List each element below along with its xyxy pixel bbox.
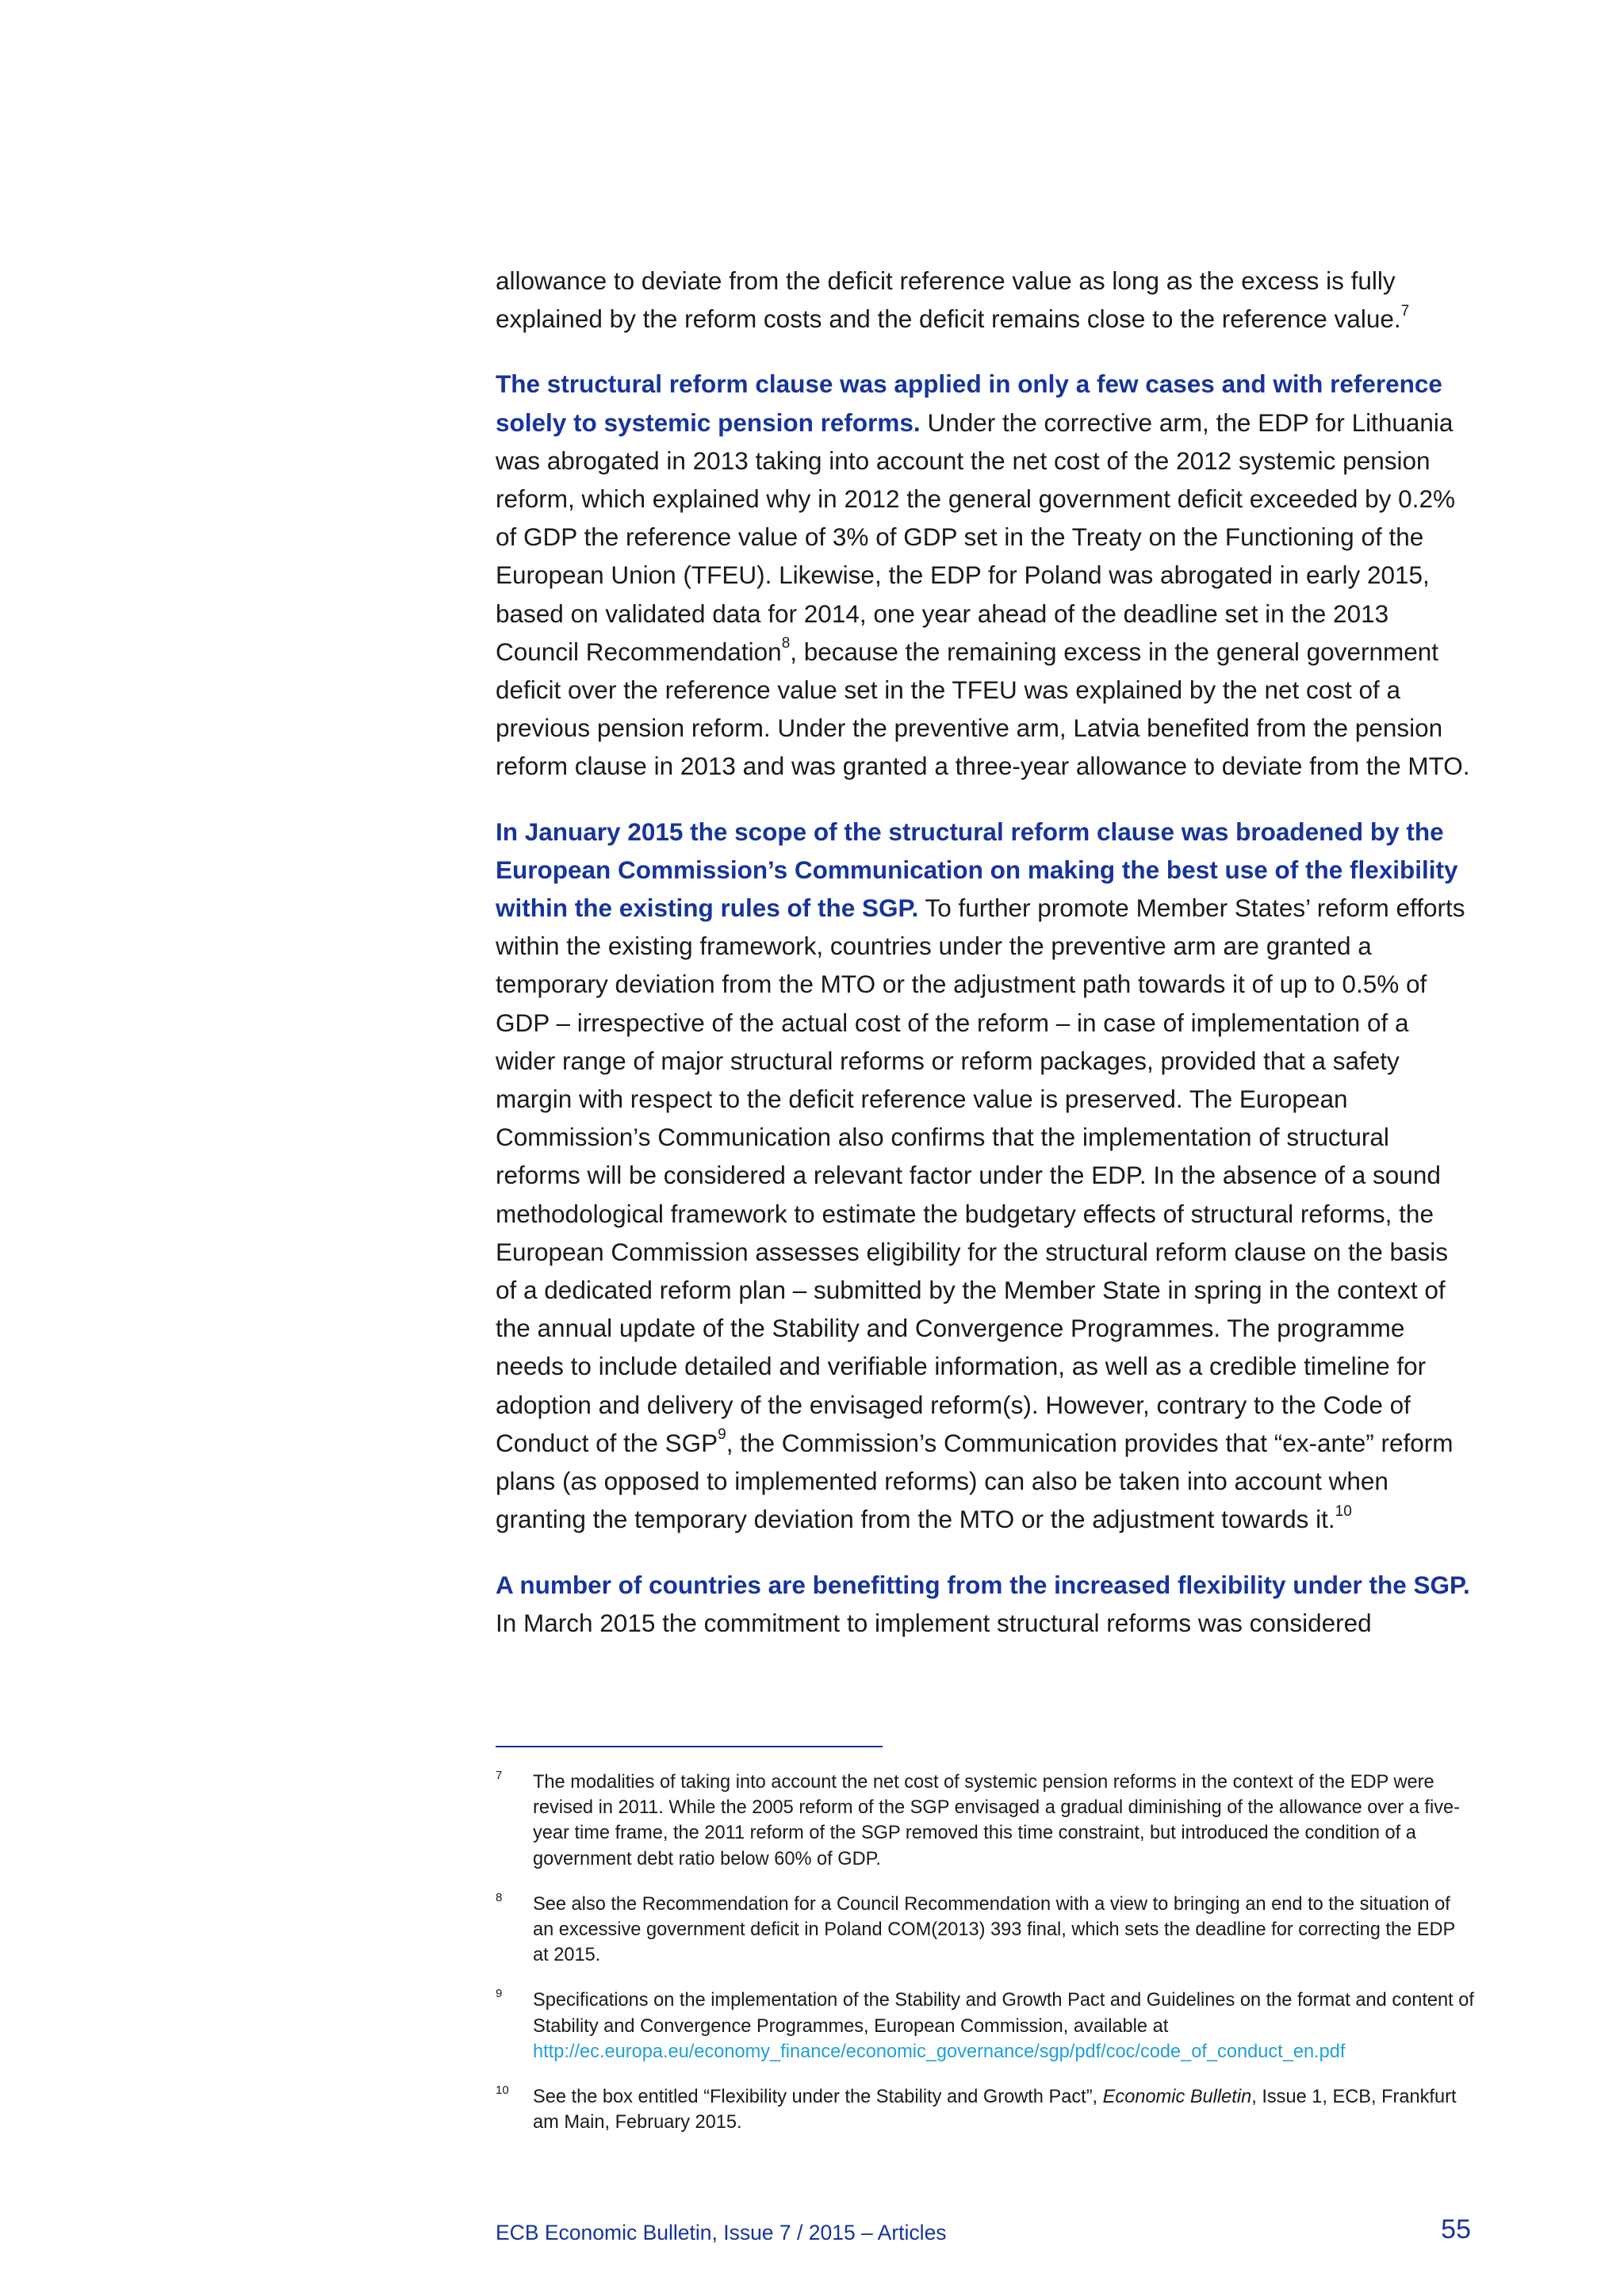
footnote-divider (496, 1746, 883, 1747)
footnote-number: 9 (496, 1987, 503, 2001)
paragraph-text: To further promote Member States’ reform efforts within the existing framework, countries under the preventive arm are granted a temporary deviation from the MTO or the adjustment path towards it of up to 0.5% of GDP – irrespective of the actual cost of the reform – in case of implementation of a wider range of major structural reforms or reform packages, provided that a safety margin with respect to the deficit reference value is preserved. The European Commission’s Communication also confirms that the implementation of structural reforms will be considered a relevant factor under the EDP. In the absence of a sound methodological framework to estimate the budgetary effects of structural reforms, the European Commission assesses eligibility for the structural reform clause on the basis of a dedicated reform plan – submitted by the Member State in spring in the context of the annual update of the Stability and Convergence Programmes. The programme needs to include detailed and verifiable information, as well as a credible timeline for adoption and delivery of the envisaged reform(s). However, contrary to the Code of Conduct of the SGP (496, 894, 1465, 1457)
publication-footer-label: ECB Economic Bulletin, Issue 7 / 2015 – Articles (496, 2221, 947, 2244)
paragraph-pension-reforms (496, 365, 1475, 785)
paragraph-text: , the Commission’s Communication provides that “ex-ante” reform plans (as opposed to implemented reforms) can also be taken into account when granting the temporary deviation from the MTO or the adjustment towards it. (496, 1428, 1454, 1534)
intro-text: allowance to deviate from the deficit reference value as long as the excess is fully explained by the reform costs and the deficit remains close to the reference value. (496, 266, 1401, 334)
paragraph-countries-benefitting (496, 1566, 1475, 1642)
footnote-number: 8 (496, 1890, 503, 1904)
paragraph-lead: The structural reform clause was applied in only a few cases and with reference solely to systemic pension reforms. (496, 369, 1442, 437)
paragraph-text: , because the remaining excess in the general government deficit over the reference value set in the TFEU was explained by the net cost of a previous pension reform. Under the preventive arm, Latvia benefited from the pension reform clause in 2013 and was granted a three-year allowance to deviate from the MTO. (496, 637, 1470, 781)
footnote-8 (496, 1892, 1475, 1969)
footnote-text: Specifications on the implementation of the Stability and Growth Pact and Guidelines on the format and content of Stability and Convergence Programmes, European Commission, available at (533, 1990, 1474, 2037)
paragraph-lead: A number of countries are benefitting from the increased flexibility under the SGP. (496, 1570, 1470, 1599)
footnote-number: 10 (496, 2084, 509, 2098)
footnote-ref-8[interactable]: 8 (781, 635, 791, 652)
page-footer (496, 2214, 1471, 2250)
footnote-7 (496, 1770, 1475, 1872)
article-body (496, 262, 1475, 1669)
footnote-text: See also the Recommendation for a Council Recommendation with a view to bringing an end to the situation of an excessive government deficit in Poland COM(2013) 393 final, which sets the deadline for correcting the EDP at 2015. (533, 1893, 1455, 1966)
footnote-ref-9[interactable]: 9 (718, 1426, 726, 1444)
footnote-9 (496, 1988, 1475, 2064)
code-of-conduct-link[interactable]: http://ec.europa.eu/economy_finance/economic_governance/sgp/pdf/coc/code_of_conduct_en.pdf (533, 2041, 1346, 2062)
paragraph-text: In March 2015 the commitment to implement structural reforms was considered (496, 1608, 1372, 1637)
publication-title: Economic Bulletin (1102, 2087, 1252, 2108)
footnote-text: See the box entitled “Flexibility under the Stability and Growth Pact”, (533, 2087, 1103, 2108)
intro-paragraph (496, 262, 1475, 338)
paragraph-text: Under the corrective arm, the EDP for Lithuania was abrogated in 2013 taking into account the net cost of the 2012 systemic pension reform, which explained why in 2012 the general government deficit exceeded by 0.2% of GDP the reference value of 3% of GDP set in the Treaty on the Functioning of the European Union (TFEU). Likewise, the EDP for Poland was abrogated in early 2015, based on validated data for 2014, one year ahead of the deadline set in the 2013 Council Recommendation (496, 408, 1455, 666)
footnote-10 (496, 2084, 1475, 2135)
page-number: 55 (1441, 2214, 1471, 2244)
footnote-text: , Issue 1, ECB, Frankfurt am Main, February 2015. (533, 2087, 1457, 2133)
paragraph-lead: In January 2015 the scope of the structural reform clause was broadened by the European Commission’s Communication on making the best use of the flexibility within the existing rules of the SGP. (496, 817, 1458, 923)
paragraph-scope-broadened (496, 813, 1475, 1539)
footnote-ref-7[interactable]: 7 (1400, 302, 1410, 320)
footnotes (496, 1770, 1475, 2155)
footnote-ref-10[interactable]: 10 (1335, 1502, 1352, 1520)
footnote-text: The modalities of taking into account the net cost of systemic pension reforms in the context of the EDP were revised in 2011. While the 2005 reform of the SGP envisaged a gradual diminishing of the allowance over a five-year time frame, the 2011 reform of the SGP removed this time constraint, but introduced the condition of a government debt ratio below 60% of GDP. (533, 1772, 1460, 1869)
footnote-number: 7 (496, 1769, 503, 1782)
